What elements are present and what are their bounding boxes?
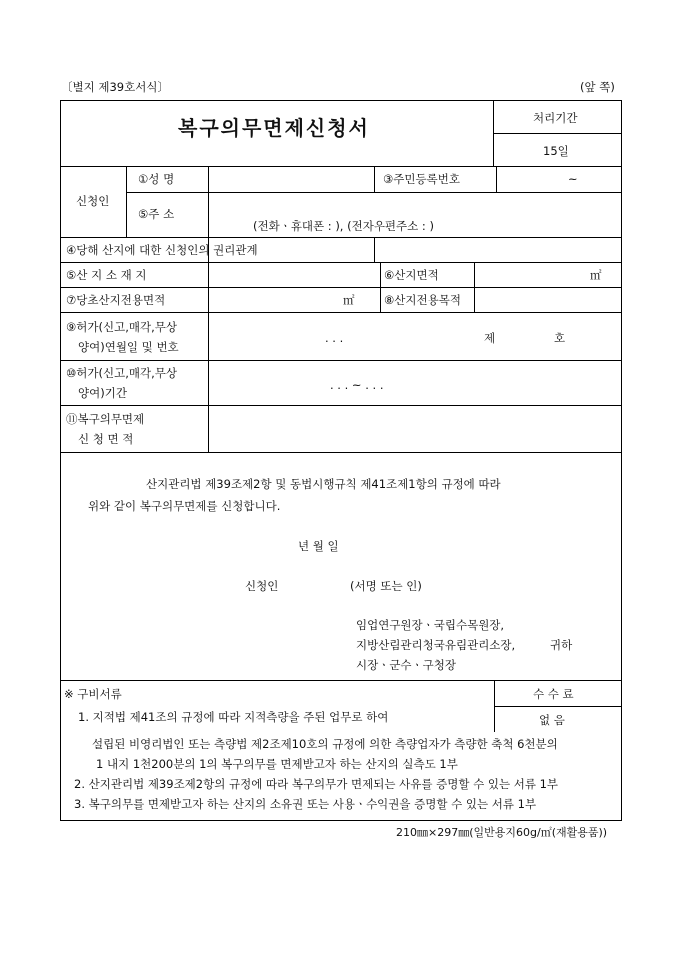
applicant-sign-label: 신청인 bbox=[245, 579, 279, 593]
recipient-line2: 지방산림관리청국유림관리소장, bbox=[356, 638, 516, 652]
registration-number-label: ③주민등록번호 bbox=[383, 172, 460, 186]
permit-date-label-line1: ⑨허가(신고,매각,무상 bbox=[66, 320, 177, 334]
fee-label: 수 수 료 bbox=[533, 687, 574, 701]
statement-line2: 위와 같이 복구의무면제를 신청합니다. bbox=[88, 499, 281, 513]
required-document-2: 2. 산지관리법 제39조제2항의 규정에 따라 복구의무가 면제되는 사유를 증명할 수 있는 서류 1부 bbox=[74, 777, 559, 791]
registration-number-input[interactable] bbox=[497, 167, 621, 191]
paper-spec: 210㎜×297㎜(일반용지60g/㎡(재활용품)) bbox=[396, 826, 608, 839]
permit-date-label-line2: 양여)연월일 및 번호 bbox=[78, 340, 179, 354]
processing-period-label: 처리기간 bbox=[533, 111, 578, 125]
required-document-3: 3. 복구의무를 면제받고자 하는 산지의 소유권 또는 사용ㆍ수익권을 증명할 수 있는 서류 1부 bbox=[74, 797, 537, 811]
processing-period-value: 15일 bbox=[543, 144, 569, 158]
permit-number-prefix: 제 bbox=[484, 331, 496, 345]
application-date: 년 월 일 bbox=[298, 539, 339, 553]
contact-info: (전화ㆍ휴대폰 : ), (전자우편주소 : ) bbox=[253, 219, 434, 233]
conversion-purpose-label: ⑧산지전용목적 bbox=[384, 293, 461, 307]
recipient-honorific: 귀하 bbox=[550, 638, 573, 652]
required-document-1-line2: 설립된 비영리법인 또는 측량법 제2조제10호의 규정에 의한 측량업자가 측량한 축척 6천분의 bbox=[92, 737, 558, 751]
form-number: 〔별지 제39호서식〕 bbox=[61, 80, 169, 94]
location-label: ⑤산 지 소 재 지 bbox=[66, 268, 147, 282]
conversion-purpose-input[interactable] bbox=[475, 288, 621, 311]
location-input[interactable] bbox=[209, 263, 379, 286]
required-document-1-line3: 1 내지 1천200분의 1의 복구의무를 면제받고자 하는 산지의 실측도 1부 bbox=[96, 757, 458, 771]
permit-period-placeholder: . . . ~ . . . bbox=[330, 378, 384, 392]
applicant-group-label: 신청인 bbox=[76, 194, 110, 208]
initial-conversion-area-unit: ㎡ bbox=[343, 293, 355, 307]
recipient-line3: 시장ㆍ군수ㆍ구청장 bbox=[356, 658, 456, 672]
exemption-area-label-line1: ⑪복구의무면제 bbox=[66, 412, 145, 426]
name-input[interactable] bbox=[209, 167, 373, 191]
permit-period-label-line2: 양여)기간 bbox=[78, 386, 127, 400]
initial-conversion-area-label: ⑦당초산지전용면적 bbox=[66, 293, 166, 307]
permit-period-input[interactable] bbox=[209, 361, 621, 404]
registration-separator: ~ bbox=[568, 172, 578, 186]
recipient-line1: 임업연구원장ㆍ국립수목원장, bbox=[356, 618, 505, 632]
rights-relation-label: ④당해 산지에 대한 신청인의 권리관계 bbox=[66, 243, 258, 257]
permit-number-suffix: 호 bbox=[554, 331, 566, 345]
exemption-area-label-line2: 신 청 면 적 bbox=[78, 432, 134, 446]
fee-value: 없 음 bbox=[539, 713, 565, 727]
rights-relation-input[interactable] bbox=[375, 238, 621, 261]
forest-area-label: ⑥산지면적 bbox=[384, 268, 439, 282]
required-document-1-line1: 1. 지적법 제41조의 규정에 따라 지적측량을 주된 업무로 하여 bbox=[78, 710, 389, 724]
name-label: ①성 명 bbox=[138, 172, 175, 186]
permit-date-placeholder: . . . bbox=[325, 331, 344, 345]
required-documents-heading: ※ 구비서류 bbox=[64, 687, 122, 701]
address-label: ⑤주 소 bbox=[138, 207, 175, 221]
signature-field[interactable]: (서명 또는 인) bbox=[350, 579, 422, 593]
page-side-label: (앞 쪽) bbox=[580, 80, 615, 94]
forest-area-unit: ㎡ bbox=[590, 268, 602, 282]
permit-period-label-line1: ⑩허가(신고,매각,무상 bbox=[66, 366, 177, 380]
statement-line1: 산지관리법 제39조제2항 및 동법시행규칙 제41조제1항의 규정에 따라 bbox=[146, 477, 501, 491]
form-title: 복구의무면제신청서 bbox=[178, 116, 370, 140]
exemption-area-input[interactable] bbox=[209, 406, 621, 451]
